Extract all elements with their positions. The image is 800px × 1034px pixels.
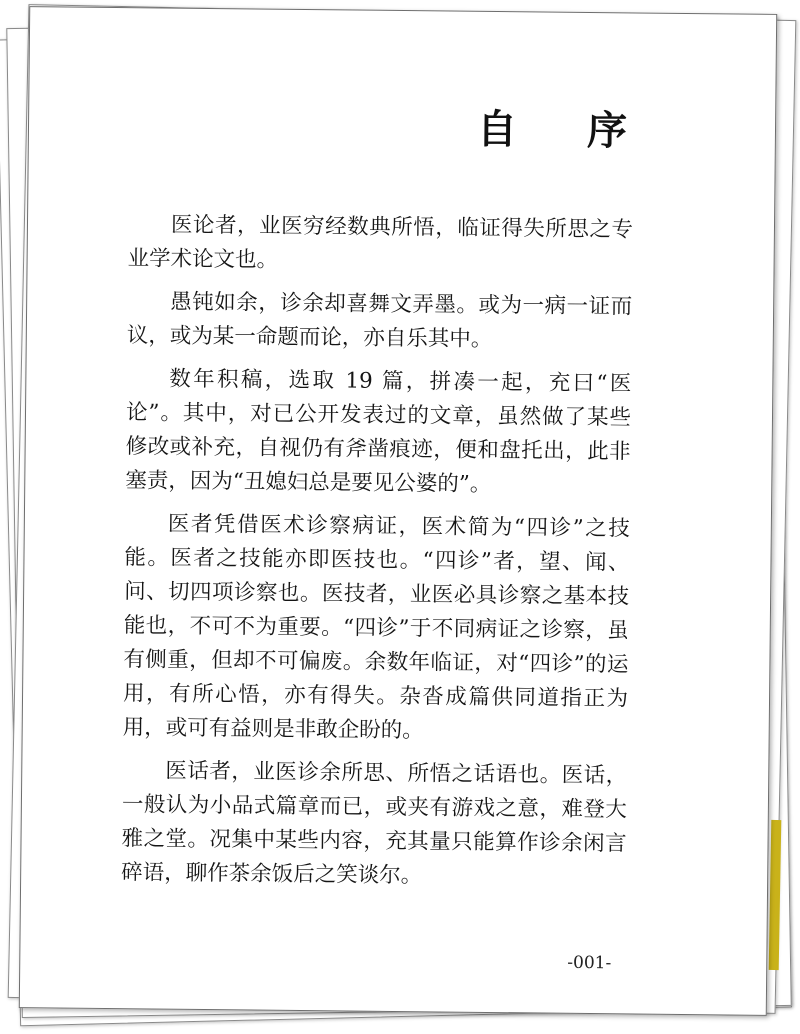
- document-page: [19, 6, 777, 1016]
- page-number: -001-: [567, 952, 612, 974]
- paragraph-5: 医话者，业医诊余所思、所悟之话语也。医话，一般认为小品式篇章而已，或夹有游戏之意，难登大雅之堂。况集中某些内容，充其量只能算作诊余闲言碎语，聊作茶余饭后之笑谈尔。: [121, 758, 628, 889]
- preface-body: [121, 208, 633, 904]
- page-title: 自 序: [476, 105, 656, 155]
- paragraph-4: 医者凭借医术诊察病证，医术简为“四诊”之技能。医者之技能亦即医技也。“四诊”者，望、闻、问、切四项诊察也。医技者，业医必具诊察之基本技能也，不可不为重要。“四诊”于不同病证之诊察，虽有侧重，但却不可偏废。余数年临证，对“四诊”的运用，有所心悟，亦有得失。杂沓成篇供同道指正为用，或可有益则是非敢企盼的。: [122, 511, 630, 744]
- paragraph-3: 数年积稿，选取 19 篇，拼凑一起，充曰“医论”。其中，对已公开发表过的文章，虽然做了某些修改或补充，自视仍有斧凿痕迹，便和盘托出，此非塞责，因为“丑媳妇总是要见公婆的”。: [125, 366, 632, 497]
- paragraph-2: 愚钝如余，诊余却喜舞文弄墨。或为一病一证而议，或为某一命题而论，亦自乐其中。: [126, 289, 633, 352]
- paragraph-1: 医论者，业医穷经数典所悟，临证得失所思之专业学术论文也。: [127, 212, 634, 273]
